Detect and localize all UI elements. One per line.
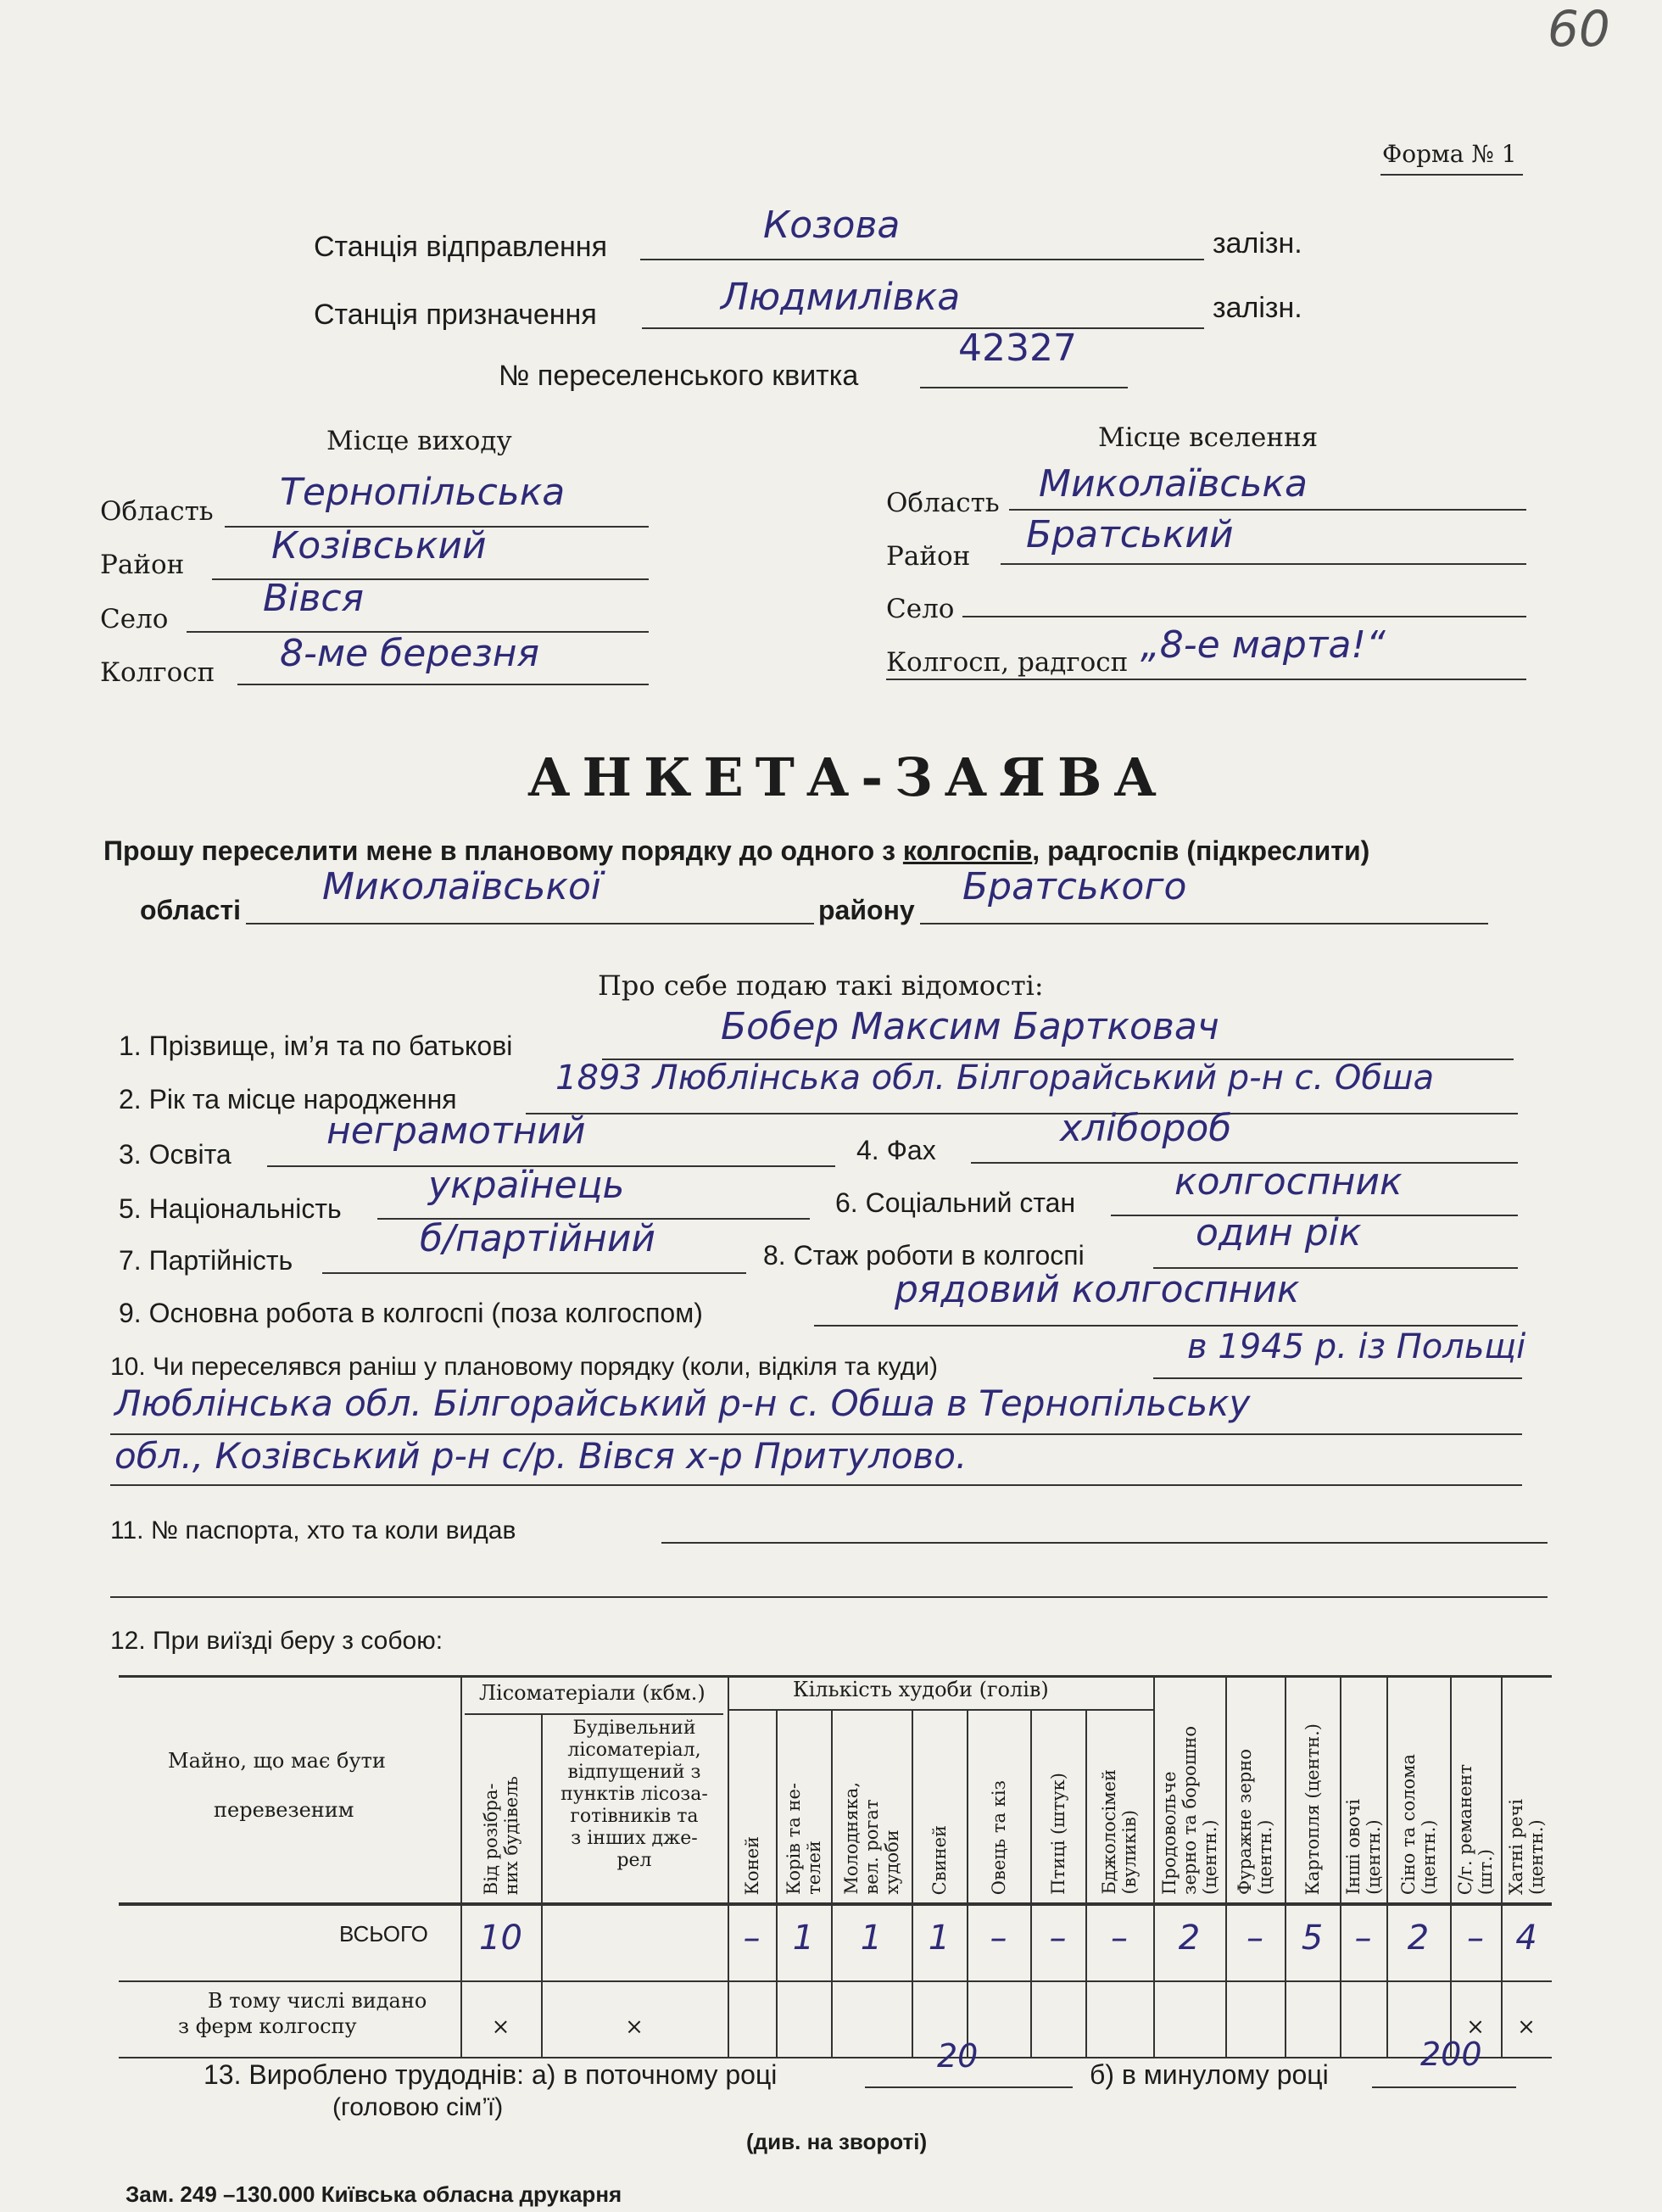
field-8-label: 8. Стаж роботи в колгоспі — [763, 1240, 1085, 1271]
table-col-header — [541, 1718, 728, 1900]
request-raion-label: району — [818, 895, 915, 925]
field-7-line — [322, 1272, 746, 1274]
origin-heading: Місце виходу — [326, 426, 512, 456]
table-col-header — [1501, 1679, 1552, 1900]
request-text-b: , радгоспів (підкреслити) — [1032, 835, 1370, 866]
origin-selo-label: Село — [100, 604, 169, 634]
workdays-label-b: б) в минулому році — [1090, 2059, 1329, 2090]
dest-kolhosp-value: „8-е марта!“ — [1141, 623, 1386, 667]
request-oblast-value: Миколаївської — [322, 865, 602, 908]
table-cell: 1 — [792, 1919, 815, 1958]
table-col-header-text: Коней — [741, 1835, 762, 1895]
table-col-header — [460, 1718, 541, 1900]
table-group-timber: Лісоматеріали (кбм.) — [479, 1681, 706, 1705]
workdays-current-value: 20 — [937, 2037, 979, 2075]
table-cell: – — [743, 1919, 761, 1958]
field-11-line-2 — [110, 1596, 1548, 1598]
dest-raion-value: Братський — [1026, 513, 1234, 556]
table-col-header — [1285, 1679, 1340, 1900]
workdays-sub-label: (головою сім’ї) — [332, 2093, 504, 2121]
field-4-value: хлібороб — [1060, 1107, 1232, 1150]
field-5-value: українець — [428, 1164, 625, 1207]
table-col-header — [1225, 1679, 1285, 1900]
table-col-header — [1386, 1679, 1450, 1900]
table-cell: – — [990, 1919, 1007, 1958]
table-cell: × — [1466, 2014, 1485, 2040]
request-line-a — [103, 835, 1369, 867]
field-11-label: 11. № паспорта, хто та коли видав — [110, 1517, 516, 1544]
table-col-header-text: Свиней — [929, 1824, 950, 1895]
field-2-label: 2. Рік та місце народження — [119, 1084, 457, 1114]
table-col-header-text: Від розібра- них будівель — [480, 1775, 521, 1895]
origin-kolhosp-label: Колгосп — [100, 657, 215, 688]
table-col-header — [728, 1713, 776, 1900]
table-cell: – — [1467, 1919, 1484, 1958]
field-9-label: 9. Основна робота в колгоспі (поза колгоспом) — [119, 1298, 703, 1328]
rail-suffix-2: залізн. — [1213, 292, 1302, 324]
table-col-header-text: Птиці (штук) — [1047, 1773, 1068, 1895]
field-3-label: 3. Освіта — [119, 1139, 231, 1170]
field-10-line-3 — [110, 1484, 1522, 1486]
table-col-header-text: Корів та не- телей — [783, 1783, 824, 1895]
workdays-label: 13. Вироблено трудоднів: а) в поточному році — [204, 2059, 778, 2090]
rail-suffix-1: залізн. — [1213, 227, 1302, 260]
page-number: 60 — [1548, 0, 1610, 58]
field-10-value-2: Люблінська обл. Білгорайський р-н с. Обша в Тернопільську — [114, 1382, 1251, 1424]
field-11-line-1 — [661, 1542, 1548, 1544]
ticket-line — [920, 387, 1128, 388]
field-7-value: б/партійний — [420, 1217, 656, 1260]
table-cell: × — [491, 2014, 510, 2040]
dest-oblast-value: Миколаївська — [1039, 462, 1308, 506]
table-col-header — [1340, 1679, 1386, 1900]
table-cell: 1 — [928, 1919, 951, 1958]
table-col-header-text: Будівельний лісоматеріал, відпущений з пунктів лісоза- готівників та з інших дже- рел — [561, 1718, 708, 1871]
table-col-header-text: Інші овочі (центн.) — [1342, 1799, 1384, 1895]
request-raion-line — [920, 923, 1488, 924]
origin-selo-value: Вівся — [263, 577, 365, 620]
table-row-farm-label-1: В тому числі видано — [208, 1989, 427, 2013]
request-oblast-line — [246, 923, 814, 924]
dest-selo-label: Село — [886, 594, 955, 624]
departure-station-value: Козова — [763, 204, 901, 247]
table-col-header-text: Продовольче зерно та борошно (центн.) — [1158, 1726, 1220, 1895]
field-8-value: один рік — [1196, 1211, 1362, 1254]
field-10-value-3: обл., Козівський р-н с/р. Вівся х-р Притулово. — [114, 1435, 968, 1477]
table-col-header-text: Фуражне зерно (центн.) — [1235, 1748, 1275, 1895]
field-12-label: 12. При виїзді беру з собою: — [110, 1627, 443, 1655]
arrival-station-value: Людмилівка — [721, 276, 961, 319]
origin-kolhosp-value: 8-ме березня — [280, 632, 539, 675]
field-2-line — [526, 1113, 1518, 1114]
table-col-header-text: Картопля (центн.) — [1302, 1723, 1323, 1895]
table-col-header — [831, 1713, 912, 1900]
field-3-value: неграмотний — [326, 1109, 586, 1153]
table-col-header — [967, 1713, 1030, 1900]
table-group-livestock: Кількість худоби (голів) — [793, 1678, 1049, 1701]
departure-station-line — [640, 259, 1204, 260]
ticket-value: 42327 — [958, 327, 1077, 370]
dest-kolhosp-line — [886, 679, 1526, 680]
arrival-station-label: Станція призначення — [314, 299, 597, 331]
table-row-header-1: Майно, що має бути — [168, 1749, 386, 1773]
table-cell: × — [625, 2014, 644, 2040]
table-col-header-text: С/г. реманент (шт.) — [1455, 1763, 1496, 1895]
table-col-header-text: Овець та кіз — [988, 1779, 1009, 1895]
table-cell: 1 — [860, 1919, 883, 1958]
field-5-label: 5. Національність — [119, 1193, 342, 1224]
table-col-header-text: Бджолосімей (вуликів) — [1099, 1769, 1140, 1895]
field-7-label: 7. Партійність — [119, 1245, 293, 1276]
field-9-line — [814, 1325, 1518, 1327]
workdays-previous-value: 200 — [1420, 2036, 1482, 2073]
table-cell: × — [1517, 2014, 1536, 2040]
origin-raion-label: Район — [100, 550, 185, 580]
field-6-value: колгоспник — [1174, 1160, 1403, 1204]
request-raion-value: Братського — [962, 865, 1187, 908]
dest-oblast-label: Область — [886, 488, 1000, 518]
intro-text: Про себе подаю такі відомості: — [598, 969, 1044, 1002]
form-number: Форма № 1 — [1382, 140, 1517, 168]
workdays-current-line — [865, 2086, 1073, 2088]
request-text-a: Прошу переселити мене в плановому порядку до одного з — [103, 835, 896, 866]
workdays-previous-line — [1372, 2086, 1516, 2088]
table-col-header-text: Сіно та солома (центн.) — [1397, 1753, 1439, 1895]
table-cell: 10 — [479, 1919, 522, 1958]
request-oblast-label: області — [140, 895, 241, 925]
table-cell: 2 — [1178, 1919, 1201, 1958]
table-col-header — [1450, 1679, 1501, 1900]
table-col-header — [1030, 1713, 1085, 1900]
dest-selo-line — [962, 616, 1526, 617]
table-cell: – — [1111, 1919, 1128, 1958]
field-1-label: 1. Прізвище, ім’я та по батькові — [119, 1031, 513, 1061]
table-row-total-label: ВСЬОГО — [339, 1921, 428, 1947]
origin-oblast-label: Область — [100, 496, 214, 527]
field-4-label: 4. Фах — [856, 1135, 936, 1165]
table-cell: 5 — [1301, 1919, 1324, 1958]
table-col-header — [912, 1713, 967, 1900]
field-10-label: 10. Чи переселявся раніш у плановому порядку (коли, відкіля та куди) — [110, 1353, 939, 1381]
dest-kolhosp-label: Колгосп, радгосп — [886, 647, 1129, 678]
printer-imprint: Зам. 249 –130.000 Київська обласна друкарня — [125, 2181, 622, 2207]
table-col-header-text: Молодняка, вел. рогат худоби — [840, 1782, 902, 1895]
field-1-value: Бобер Максим Бартковач — [721, 1005, 1219, 1048]
document-title: АНКЕТА-ЗАЯВА — [527, 746, 1168, 808]
dest-raion-line — [1001, 563, 1526, 565]
origin-oblast-value: Тернопільська — [280, 471, 566, 514]
table-cell: – — [1049, 1919, 1067, 1958]
request-kolhosp-underlined: колгоспів — [902, 835, 1033, 866]
see-back-note: (див. на звороті) — [746, 2129, 928, 2154]
dest-oblast-line — [1009, 509, 1526, 511]
arrival-station-line — [642, 327, 1204, 329]
field-9-value: рядовий колгоспник — [895, 1268, 1300, 1311]
table-cell: 2 — [1407, 1919, 1430, 1958]
origin-raion-value: Козівський — [271, 524, 487, 567]
field-6-label: 6. Соціальний стан — [835, 1187, 1076, 1218]
ticket-label: № переселенського квитка — [499, 360, 859, 392]
departure-station-label: Станція відправлення — [314, 231, 607, 263]
table-row-farm-label-2: з ферм колгоспу — [178, 2014, 357, 2038]
table-col-header — [1153, 1679, 1225, 1900]
table-col-header — [1085, 1713, 1153, 1900]
form-number-underline — [1380, 174, 1523, 176]
field-10-value-1: в 1945 р. із Польщі — [1187, 1327, 1526, 1366]
table-cell: – — [1354, 1919, 1372, 1958]
dest-raion-label: Район — [886, 541, 971, 572]
table-col-header-text: Хатні речі (центн.) — [1506, 1799, 1547, 1895]
table-cell: – — [1246, 1919, 1263, 1958]
table-col-header — [776, 1713, 831, 1900]
destination-heading: Місце вселення — [1098, 422, 1319, 453]
table-row-header-2: перевезеним — [214, 1798, 354, 1822]
field-2-value: 1893 Люблінська обл. Білгорайський р-н с. Обша — [555, 1059, 1435, 1098]
origin-kolhosp-line — [237, 684, 649, 685]
table-cell: 4 — [1515, 1919, 1537, 1958]
field-10-line-1 — [1153, 1377, 1522, 1379]
